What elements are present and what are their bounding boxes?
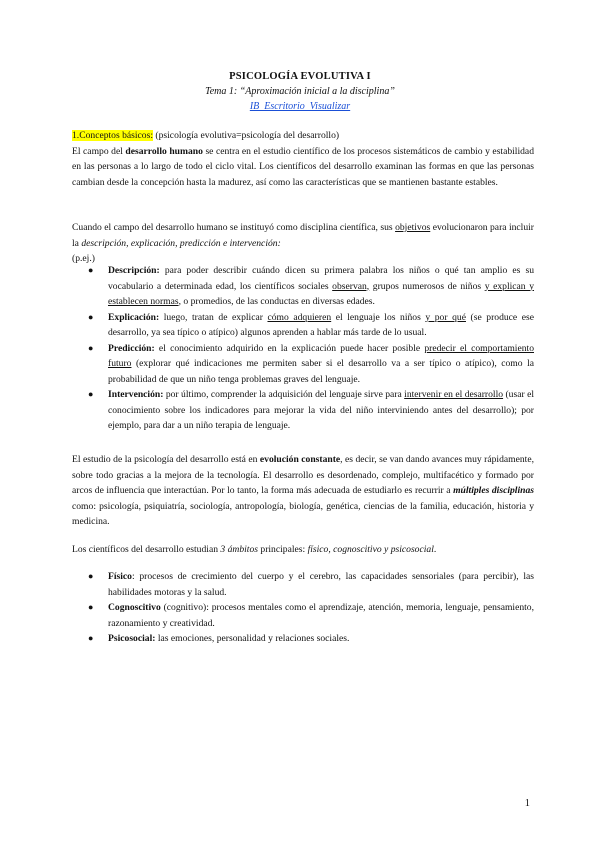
areas-count: 3 ámbitos xyxy=(220,544,258,555)
item-text-2: (usar el conocimiento sobre los indicadores para mejorar la vida del niño interviniendo antes del desarrollo); por ejemplo, para dar a un niño terapia de lenguaje. xyxy=(108,389,534,431)
item-underline: cómo adquieren xyxy=(267,311,332,323)
areas-list xyxy=(72,569,534,647)
evolution-text-3: como: psicología, psiquiatría, sociología, antropología, biología, genética, ciencias de la familia, educación, historia y medicina. xyxy=(72,500,534,527)
list-item-prediccion xyxy=(72,341,534,388)
bullet-icon: ● xyxy=(88,633,94,643)
list-item-fisico xyxy=(72,569,534,600)
item-underline: intervenir en el desarrollo xyxy=(404,389,504,400)
evolution-term: evolución constante xyxy=(259,454,341,465)
objectives-list-italic: descripción, explicación, predicción e intervención: xyxy=(81,237,281,249)
item-text: : procesos de crecimiento del cuerpo y el cerebro, las capacidades sensoriales (para percibir), las habilidades motoras y la salud. xyxy=(108,571,534,598)
item-text: luego, tratan de explicar xyxy=(159,311,268,323)
objectives-paragraph xyxy=(72,220,534,267)
list-item-psicosocial xyxy=(72,631,534,647)
section-heading-note: (psicología evolutiva=psicología del desarrollo) xyxy=(153,130,340,141)
page-number: 1 xyxy=(524,798,530,809)
section-intro xyxy=(72,128,534,190)
item-label: Psicosocial: xyxy=(108,633,156,644)
objectives-term: objetivos xyxy=(395,222,431,233)
item-text: para poder describir cuándo dicen su primera palabra los niños o qué tan amplio es su vocabulario a determinada edad, los científicos sociales xyxy=(108,265,534,292)
item-text-3: (se produce ese desarrollo, ya sea típico o atípico) algunos aprenden a hablar más tarde de lo usual. xyxy=(108,311,534,338)
areas-text-2: principales: xyxy=(258,544,308,555)
list-item-intervencion xyxy=(72,387,534,434)
item-text-2: (explorar qué indicaciones me permiten saber si el desarrollo va a ser típico o atípico), como la probabilidad de que un niño tenga problemas graves del lenguaje. xyxy=(108,358,534,385)
item-label: Cognoscitivo xyxy=(108,602,161,613)
evolution-paragraph xyxy=(72,452,534,530)
item-underline: predecir el comportamiento futuro xyxy=(108,342,534,369)
item-text: por último, comprender la adquisición del lenguaje sirve para xyxy=(163,389,405,400)
areas-list-italic: físico, cognoscitivo y psicosocial xyxy=(307,544,434,555)
item-underline-2: y por qué xyxy=(425,311,466,323)
bullet-icon: ● xyxy=(88,311,94,322)
bullet-icon: ● xyxy=(88,602,94,612)
objectives-text: Cuando el campo del desarrollo humano se instituyó como disciplina científica, sus xyxy=(72,222,396,233)
section-heading: 1.Conceptos básicos: xyxy=(72,130,154,141)
list-item-cognoscitivo xyxy=(72,600,534,631)
item-text-2: el lenguaje los niños xyxy=(331,311,426,323)
document-title: PSICOLOGÍA EVOLUTIVA I xyxy=(229,71,371,82)
item-label: Explicación: xyxy=(108,311,160,323)
item-label: Intervención: xyxy=(108,389,164,400)
item-underline: observan, xyxy=(332,280,370,292)
intro-term: desarrollo humano xyxy=(125,145,203,157)
list-item-explicacion xyxy=(72,310,534,341)
item-label: Descripción: xyxy=(108,265,160,276)
document-subtitle: Tema 1: “Aproximación inicial a la disciplina” xyxy=(205,86,395,97)
areas-text: Los científicos del desarrollo estudian xyxy=(72,544,221,555)
item-text-3: , o promedios, de las conductas en diversas edades. xyxy=(178,296,375,307)
item-text: las emociones, personalidad y relaciones sociales. xyxy=(155,633,350,644)
bullet-icon: ● xyxy=(88,342,94,353)
objectives-list xyxy=(72,263,534,434)
document-link[interactable]: IB_Escritorio_Visualizar xyxy=(249,101,351,112)
disciplines-term: múltiples disciplinas xyxy=(453,485,534,496)
areas-period: . xyxy=(433,544,437,555)
evolution-text-2: , es decir, se van dando avances muy rápidamente, sobre todo gracias a la mejora de la tecnología. El desarrollo es desordenado, complejo, multifacético y formado por arcos de influencia que interactúan. Por lo tanto, la forma más adecuada de estudiarlo es recurrir a xyxy=(72,454,534,496)
item-text: (cognitivo): procesos mentales como el aprendizaje, atención, memoria, lenguaje, pensamiento, razonamiento y creatividad. xyxy=(108,602,534,629)
evolution-text: El estudio de la psicología del desarrollo está en xyxy=(72,454,260,465)
bullet-icon: ● xyxy=(88,265,94,275)
item-label: Predicción: xyxy=(108,342,155,354)
item-underline-2: y explican y establecen normas xyxy=(108,280,535,307)
areas-paragraph xyxy=(72,542,534,558)
intro-text: El campo del xyxy=(72,145,126,157)
objectives-text-2: evolucionaron para incluir la xyxy=(72,222,534,249)
item-label: Físico xyxy=(108,571,132,582)
bullet-icon: ● xyxy=(88,389,94,399)
item-text: el conocimiento adquirido en la explicación puede hacer posible xyxy=(154,342,425,354)
list-item-descripcion xyxy=(72,263,534,310)
bullet-icon: ● xyxy=(88,571,94,581)
item-text-2: grupos numerosos de niños xyxy=(369,280,485,292)
example-note: (p.ej.) xyxy=(72,253,95,264)
intro-text-rest: se centra en el estudio científico de los procesos sistemáticos de cambio y estabilidad en las personas a lo largo de todo el ciclo vital. Los científicos del desarrollo examinan las formas en que las personas cambian desde la concepción hasta la madurez, así como las características que se mantienen bastante estables. xyxy=(72,145,534,188)
